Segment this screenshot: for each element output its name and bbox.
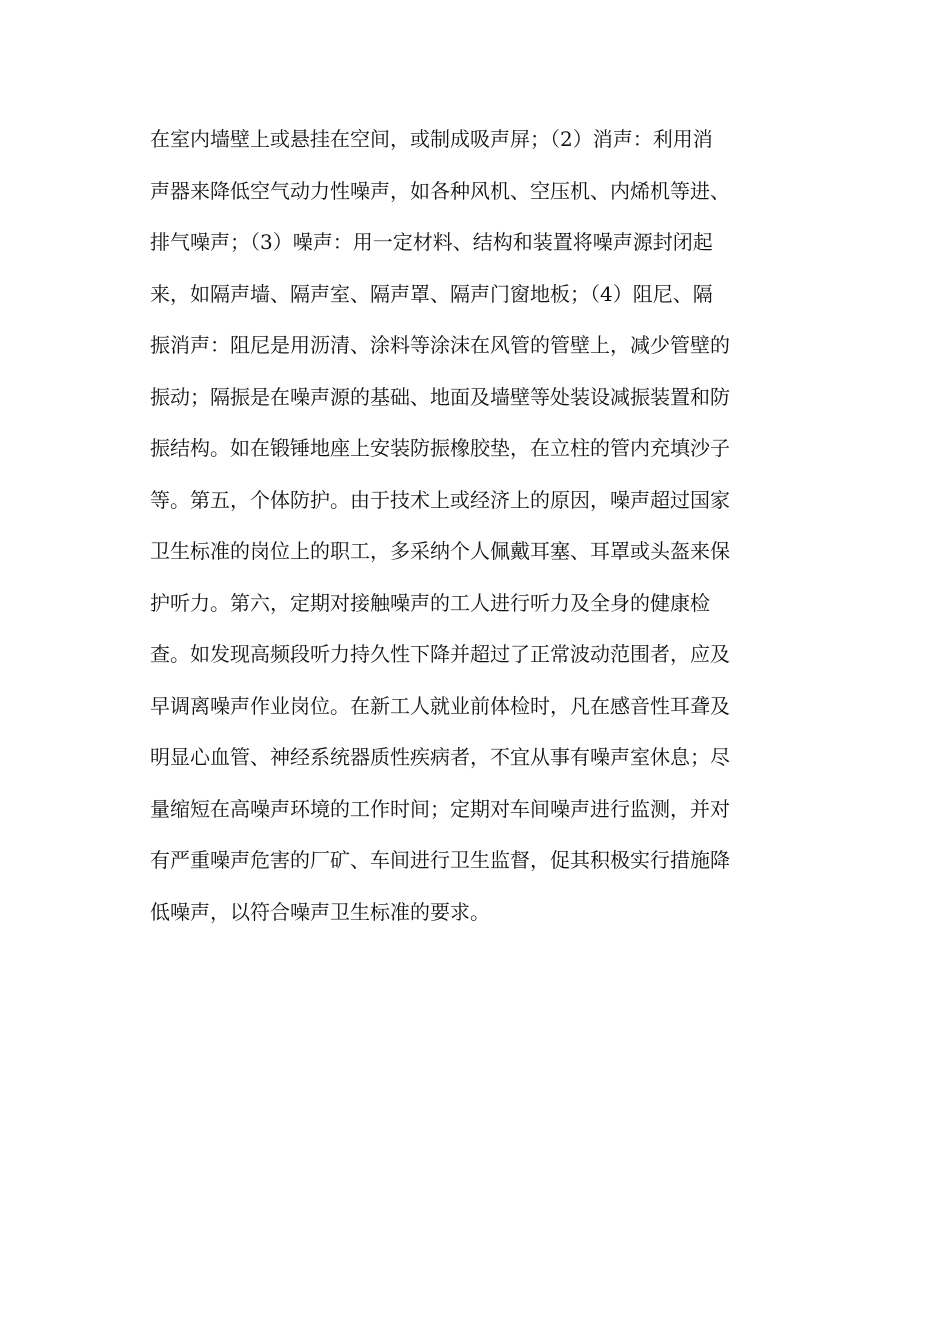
text-line: 明显心血管、神经系统器质性疾病者，不宜从事有噪声室休息；尽 xyxy=(150,745,730,769)
text-line: 振结构。如在锻锤地座上安装防振橡胶垫，在立柱的管内充填沙子 xyxy=(150,436,730,460)
text-line: 排气噪声；（3）噪声：用一定材料、结构和装置将噪声源封闭起 xyxy=(150,230,713,254)
text-line: 来，如隔声墙、隔声室、隔声罩、隔声门窗地板；（4）阻尼、隔 xyxy=(150,281,713,306)
text-line: 等。第五，个体防护。由于技术上或经济上的原因，噪声超过国家 xyxy=(150,487,730,512)
text-line: 低噪声，以符合噪声卫生标准的要求。 xyxy=(150,899,490,924)
text-line: 早调离噪声作业岗位。在新工人就业前体检时，凡在感音性耳聋及 xyxy=(150,693,730,718)
text-line: 声器来降低空气动力性噪声，如各种风机、空压机、内烯机等进、 xyxy=(150,178,730,203)
text-line: 量缩短在高噪声环境的工作时间；定期对车间噪声进行监测，并对 xyxy=(150,796,730,821)
text-line: 有严重噪声危害的厂矿、车间进行卫生监督，促其积极实行措施降 xyxy=(150,848,730,872)
text-line: 卫生标准的岗位上的职工，多采纳个人佩戴耳塞、耳罩或头盔来保 xyxy=(150,539,730,563)
text-line: 在室内墙壁上或悬挂在空间，或制成吸声屏；（2）消声：利用消 xyxy=(150,127,713,151)
text-line: 振动；隔振是在噪声源的基础、地面及墙壁等处装设减振装置和防 xyxy=(150,384,730,409)
text-line: 护听力。第六，定期对接触噪声的工人进行听力及全身的健康检 xyxy=(150,590,710,615)
text-line: 查。如发现高频段听力持久性下降并超过了正常波动范围者，应及 xyxy=(150,642,730,666)
text-line: 振消声：阻尼是用沥清、涂料等涂沫在风管的管壁上，减少管壁的 xyxy=(150,333,730,357)
body-paragraph xyxy=(150,114,810,938)
